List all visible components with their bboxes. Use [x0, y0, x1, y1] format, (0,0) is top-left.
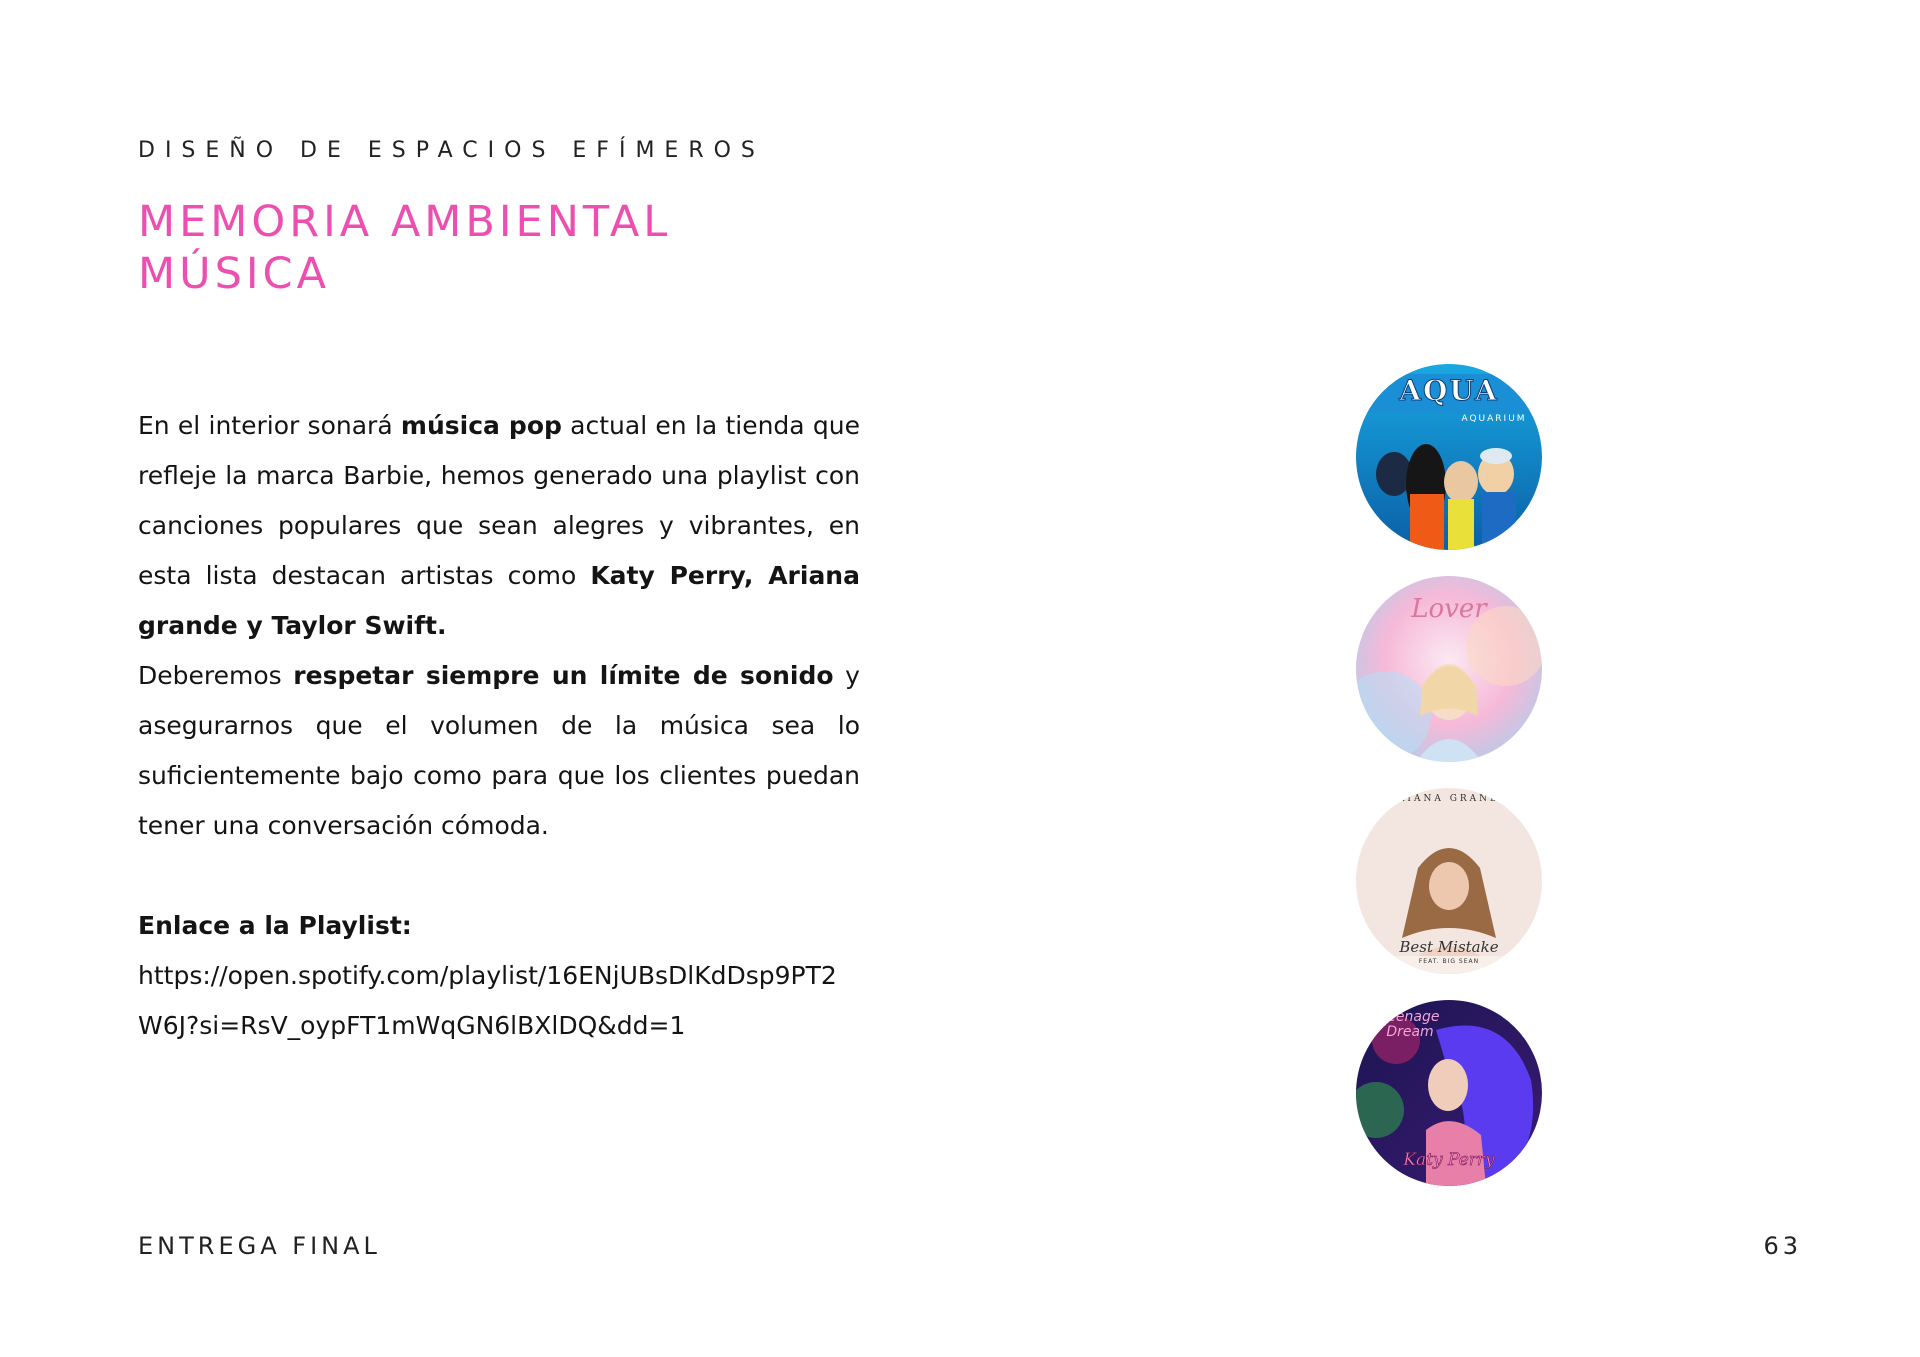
best-mistake-feat: FEAT. BIG SEAN	[1418, 958, 1480, 965]
aqua-subtitle: AQUARIUM	[1461, 414, 1527, 424]
spacer	[138, 851, 860, 901]
ariana-grande-best-mistake-cover	[1356, 788, 1542, 974]
ariana-grande-name: ARIANA GRANDE	[1388, 794, 1510, 804]
aqua-aquarium-cover	[1356, 364, 1542, 550]
page-title	[138, 196, 671, 300]
section-kicker: DISEÑO DE ESPACIOS EFÍMEROS	[138, 138, 765, 163]
katy-perry-logo: Katy Perry	[1403, 1150, 1495, 1170]
taylor-swift-lover-cover	[1356, 576, 1542, 762]
p2-bold-sound-limit: respetar siempre un límite de sonido	[293, 661, 834, 690]
page-number: 63	[1763, 1232, 1802, 1260]
lover-logo: Lover	[1411, 594, 1487, 624]
page-title-line-1: MEMORIA AMBIENTAL	[138, 197, 672, 247]
paragraph-music-description	[138, 401, 860, 651]
katy-perry-teenage-dream-cover	[1356, 1000, 1542, 1186]
p1-bold-music-pop: música pop	[400, 411, 562, 440]
p2-text-c: y asegurarnos que el volumen de la música sea lo suficientemente bajo como para que los clientes puedan tener una conversación cómoda.	[138, 661, 860, 840]
playlist-link-label	[138, 901, 860, 951]
page-title-line-2: MÚSICA	[138, 249, 330, 299]
best-mistake-title: Best Mistake	[1399, 938, 1499, 956]
aqua-logo: AQUA	[1399, 374, 1499, 407]
p2-text-a: Deberemos	[138, 661, 294, 690]
p1-text-c: actual en la tienda que refleje la marca Barbie, hemos generado una playlist con canciones populares que sean alegres y vibrantes, en esta lista destacan artistas como	[138, 411, 860, 590]
p1-bold-artists: Katy Perry, Ariana grande y Taylor Swift.	[138, 561, 860, 640]
album-covers-column	[1356, 364, 1542, 1212]
playlist-link[interactable]: https://open.spotify.com/playlist/16ENjUBsDlKdDsp9PT2W6J?si=RsV_oypFT1mWqGN6lBXlDQ&dd=1	[138, 961, 837, 1040]
p1-text-a: En el interior sonará	[138, 411, 401, 440]
paragraph-volume-note	[138, 651, 860, 851]
teenage-dream-title: Teenage Dream	[1380, 1009, 1440, 1040]
playlist-link-label-text: Enlace a la Playlist:	[138, 911, 412, 940]
body-text	[138, 401, 860, 1051]
footer-label: ENTREGA FINAL	[138, 1232, 381, 1260]
